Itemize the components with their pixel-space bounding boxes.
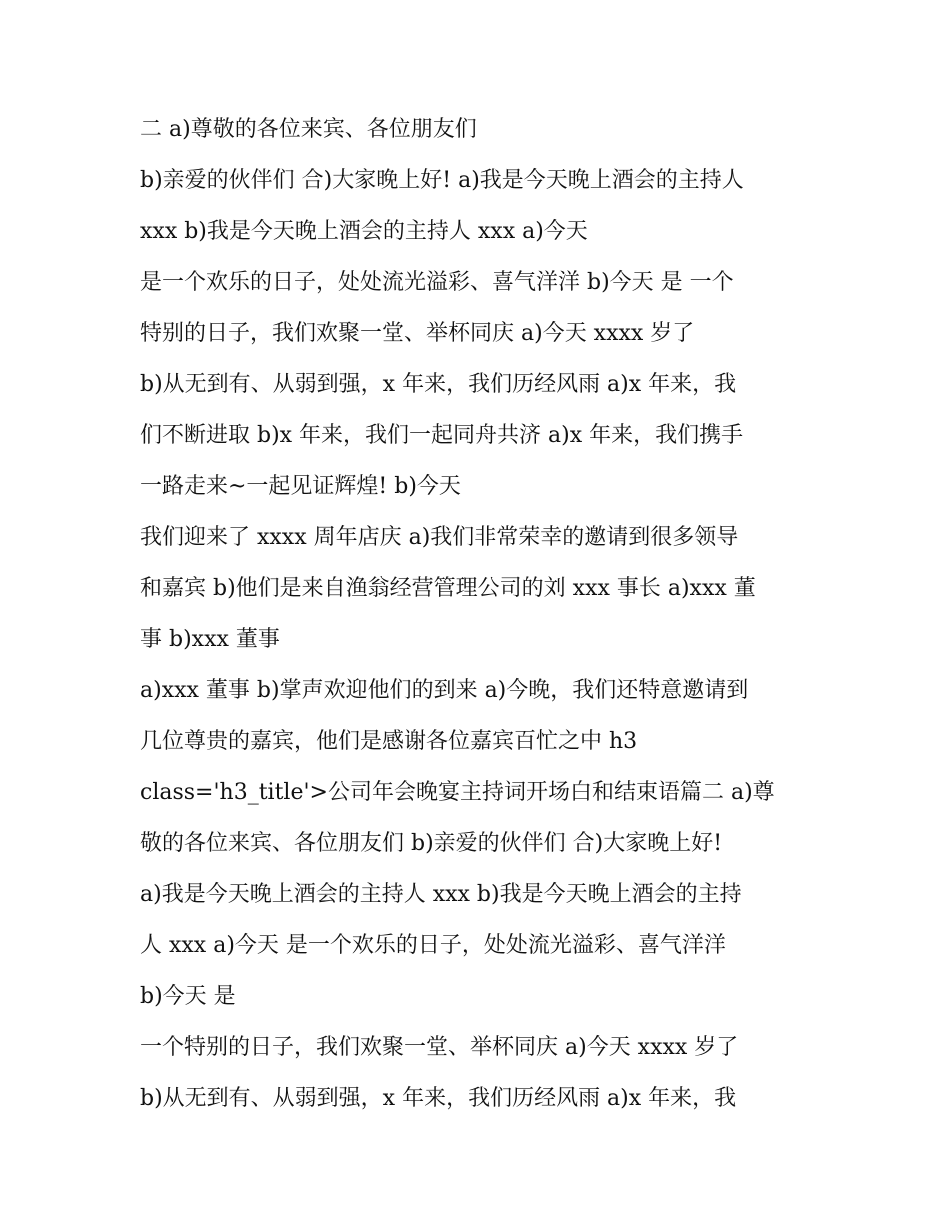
text-line-18: b)今天 是 (140, 984, 236, 1009)
text-line-17: 人 xxx a)今天 是一个欢乐的日子，处处流光溢彩、喜气洋洋 (140, 933, 726, 958)
text-line-10: 和嘉宾 b)他们是来自渔翁经营管理公司的刘 xxx 事长 a)xxx 董 (140, 576, 756, 601)
text-line-14: class='h3_title'>公司年会晚宴主持词开场白和结束语篇二 a)尊 (140, 780, 775, 805)
text-line-9: 我们迎来了 xxxx 周年店庆 a)我们非常荣幸的邀请到很多领导 (140, 525, 739, 550)
text-line-4: 是一个欢乐的日子，处处流光溢彩、喜气洋洋 b)今天 是 一个 (140, 270, 734, 295)
text-line-1: 二 a)尊敬的各位来宾、各位朋友们 (140, 117, 477, 142)
text-line-8: 一路走来~一起见证辉煌! b)今天 (140, 474, 461, 499)
text-line-5: 特别的日子，我们欢聚一堂、举杯同庆 a)今天 xxxx 岁了 (140, 321, 695, 346)
text-line-3: xxx b)我是今天晚上酒会的主持人 xxx a)今天 (140, 219, 588, 244)
text-line-11: 事 b)xxx 董事 (140, 627, 280, 652)
text-line-6: b)从无到有、从弱到强，x 年来，我们历经风雨 a)x 年来，我 (140, 372, 737, 397)
text-line-16: a)我是今天晚上酒会的主持人 xxx b)我是今天晚上酒会的主持 (140, 882, 742, 907)
text-line-13: 几位尊贵的嘉宾，他们是感谢各位嘉宾百忙之中 h3 (140, 729, 638, 754)
text-line-12: a)xxx 董事 b)掌声欢迎他们的到来 a)今晚，我们还特意邀请到 (140, 678, 749, 703)
text-line-7: 们不断进取 b)x 年来，我们一起同舟共济 a)x 年来，我们携手 (140, 423, 744, 448)
text-line-19: 一个特别的日子，我们欢聚一堂、举杯同庆 a)今天 xxxx 岁了 (140, 1035, 739, 1060)
text-line-2: b)亲爱的伙伴们 合)大家晚上好! a)我是今天晚上酒会的主持人 (140, 168, 744, 193)
document-body (140, 104, 820, 1124)
text-line-15: 敬的各位来宾、各位朋友们 b)亲爱的伙伴们 合)大家晚上好! (140, 831, 723, 856)
text-line-20: b)从无到有、从弱到强，x 年来，我们历经风雨 a)x 年来，我 (140, 1086, 737, 1111)
